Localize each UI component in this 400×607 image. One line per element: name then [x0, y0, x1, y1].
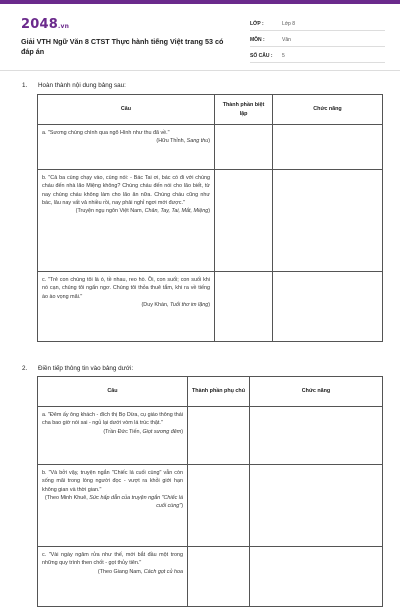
column-header: Thành phần phụ chú [188, 377, 250, 407]
page-header [0, 4, 400, 74]
sentence-source: (Hữu Thỉnh, Sang thu) [156, 138, 210, 145]
sentence-text: c. "Trẻ con chúng tôi là ó, tề nhau, reo hò. Ồi, con suối; con suối khi nó cạn, chúng tôi ngẩn ngơ. Chúng tôi thỏa thuê tắm, khi ra về tiếng ào ào vọng mãi." [42, 277, 210, 300]
question-text: Hoàn thành nội dung bảng sau: [38, 82, 126, 89]
question-1-table [37, 94, 383, 342]
answer-cell[interactable] [250, 547, 383, 607]
answer-cell[interactable] [250, 407, 383, 465]
sentence-text: a. "Đêm ấy ông khách - đích thị Bọ Dừa, cụ giáo thông thái cha bao giờ nói sai - ngủ lại dưới vòm lá trúc thật." [42, 412, 183, 427]
sentence-text: b. "Và bởi vậy, truyện ngắn "Chiếc lá cuối cùng" vẫn còn sống mãi trong lòng người đọc - vượt ra khỏi giới hạn không gian và thời gian." [42, 470, 183, 493]
question-number: 1. [22, 82, 28, 89]
meta-value: Lớp 8 [282, 21, 296, 27]
question-text: Điền tiếp thông tin vào bảng dưới: [38, 365, 134, 372]
table-row [38, 170, 383, 272]
answer-cell[interactable] [215, 125, 273, 170]
table-row [38, 465, 383, 547]
meta-value: Văn [282, 37, 291, 43]
answer-cell[interactable] [215, 170, 273, 272]
sentence-cell [38, 407, 188, 465]
table-row [38, 125, 383, 170]
sentence-source: (Theo Minh Khuê, Sức hấp dẫn của truyện ngắn "Chiếc lá cuối cùng") [44, 494, 183, 510]
column-header: Thành phần biệt lập [215, 95, 273, 125]
question-1-prompt [22, 82, 126, 89]
question-number: 2. [22, 365, 28, 372]
sentence-source: (Truyện ngụ ngôn Việt Nam, Chân, Tay, Tai, Mắt, Miệng) [75, 208, 210, 215]
meta-row-class [250, 18, 385, 31]
document-title: Giải VTH Ngữ Văn 8 CTST Thực hành tiếng Việt trang 53 có đáp án [21, 37, 224, 56]
meta-panel [250, 18, 385, 66]
meta-key: MÔN : [250, 37, 265, 43]
sentence-text: c. "Vài ngày ngâm rửa như thế, mới bắt đầu một trong những quy trình then chốt - gọt thủy tiên." [42, 552, 183, 567]
column-header: Câu [38, 377, 188, 407]
answer-cell[interactable] [188, 547, 250, 607]
sentence-source: (Trần Đức Tiến, Giọt sương đêm) [103, 428, 183, 435]
table-row [38, 547, 383, 607]
answer-cell[interactable] [188, 465, 250, 547]
answer-cell[interactable] [188, 407, 250, 465]
column-header: Câu [38, 95, 215, 125]
sentence-cell [38, 272, 215, 342]
sentence-cell [38, 465, 188, 547]
meta-row-subject [250, 34, 385, 47]
column-header: Chức năng [250, 377, 383, 407]
table-row [38, 272, 383, 342]
question-2-prompt [22, 365, 133, 372]
sentence-cell [38, 125, 215, 170]
sentence-cell [38, 170, 215, 272]
site-logo[interactable] [21, 17, 69, 32]
sentence-source: (Duy Khán, Tuổi thơ im lặng) [141, 301, 210, 308]
sentence-source: (Theo Giang Nam, Cách gọt củ hoa [97, 568, 183, 575]
sentence-cell [38, 547, 188, 607]
meta-value: 5 [282, 53, 285, 59]
sentence-text: a. "Sương chùng chình qua ngõ Hình như thu đã về." [42, 130, 170, 136]
answer-cell[interactable] [273, 170, 383, 272]
logo-suffix: .vn [57, 23, 70, 30]
column-header: Chức năng [273, 95, 383, 125]
answer-cell[interactable] [250, 465, 383, 547]
header-divider [0, 70, 400, 71]
logo-main: 2048 [21, 17, 58, 32]
question-2-table [37, 376, 383, 607]
meta-key: LỚP : [250, 21, 264, 27]
answer-cell[interactable] [273, 272, 383, 342]
answer-cell[interactable] [215, 272, 273, 342]
meta-row-count [250, 50, 385, 63]
meta-key: SỐ CÂU : [250, 53, 273, 59]
answer-cell[interactable] [273, 125, 383, 170]
sentence-text: b. "Cả ba cùng chạy vào, cùng nói: - Bác Tai ơi, bác có đi với chúng cháu đến nhà lão Miệng không? Chúng cháu đến nói cho lão biết, từ nay chúng cháu không làm cho lão ăn nữa. Chúng cháu cũng như bác, lâu nay vất vả nhiều rồi, nay phải nghỉ ngơi mới được." [42, 175, 210, 206]
table-row [38, 407, 383, 465]
